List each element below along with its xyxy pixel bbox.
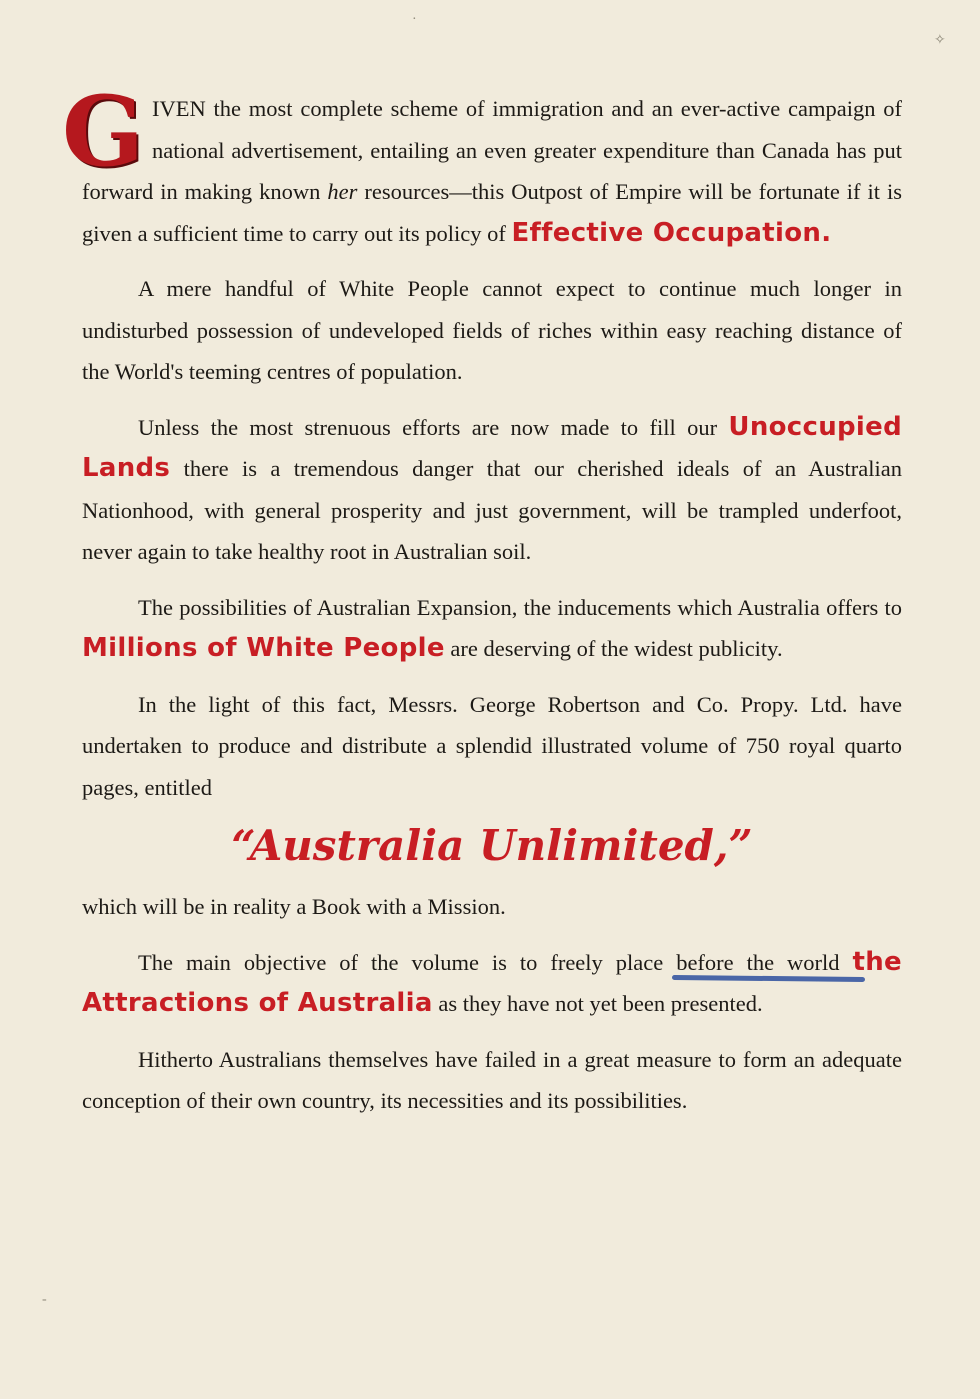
- pen-underline-mark: [672, 974, 865, 981]
- highlight-attractions-of-australia: the Attractions of Australia: [82, 946, 902, 1018]
- pen-underlined-phrase: [676, 950, 839, 975]
- highlight-effective-occupation: Effective Occupation.: [511, 217, 832, 248]
- paragraph-7-text-b: as they have not yet been presented.: [432, 991, 763, 1016]
- highlight-millions-of-white-people: Millions of White People: [82, 633, 445, 663]
- paragraph-2: A mere handful of White People cannot expect to continue much longer in undisturbed possession of undeveloped fields of riches within easy reaching distance of the World's teeming centres of population.: [82, 276, 902, 384]
- drop-cap: G: [62, 75, 144, 188]
- document-body: [62, 75, 902, 1135]
- paragraph-7: [82, 942, 902, 1025]
- paragraph-4-text-b: are deserving of the widest publicity.: [444, 636, 783, 661]
- paper-speck-icon: ·: [412, 12, 417, 27]
- paragraph-3-text-a: Unless the most strenuous efforts are now made to fill our: [138, 414, 729, 440]
- paragraph-5: In the light of this fact, Messrs. George Robertson and Co. Propy. Ltd. have undertaken to produce and distribute a splendid illustrated volume of 750 royal quarto pages, entitled: [82, 691, 902, 800]
- paragraph-3: [82, 407, 902, 573]
- paragraph-1: [62, 75, 902, 254]
- underlined-text: before the world: [676, 949, 840, 975]
- paragraph-1-text-a: IVEN the most complete scheme of immigration and an ever-active campaign of national advertisement, entailing an even greater expenditure than Canada has put forward in making known: [82, 96, 902, 204]
- paragraph-7-text-a: The main objective of the volume is to freely place: [138, 949, 677, 975]
- paragraph-6: which will be in reality a Book with a Mission.: [82, 894, 506, 919]
- paragraph-4-text-a: The possibilities of Australian Expansion, the inducements which Australia offers to: [138, 594, 902, 620]
- book-title: “Australia Unlimited,”: [231, 821, 753, 870]
- paragraph-1-text-b: resources—this Outpost of Empire will be fortunate if it is given a sufficient time to carry out its policy of: [82, 179, 902, 246]
- paper-speck-icon: ✧: [934, 33, 946, 48]
- paper-speck-icon: -: [42, 1292, 47, 1307]
- paragraph-3-text-b: there is a tremendous danger that our cherished ideals of an Australian Nationhood, with general prosperity and just government, will be trampled underfoot, never again to take healthy root in Australian soil.: [82, 456, 902, 564]
- paragraph-1-emphasis: her: [327, 179, 358, 204]
- highlight-unoccupied-lands: Unoccupied Lands: [82, 411, 902, 483]
- paragraph-8: Hitherto Australians themselves have failed in a great measure to form an adequate conception of their own country, its necessities and its possibilities.: [82, 1046, 902, 1113]
- paragraph-4: [82, 587, 902, 670]
